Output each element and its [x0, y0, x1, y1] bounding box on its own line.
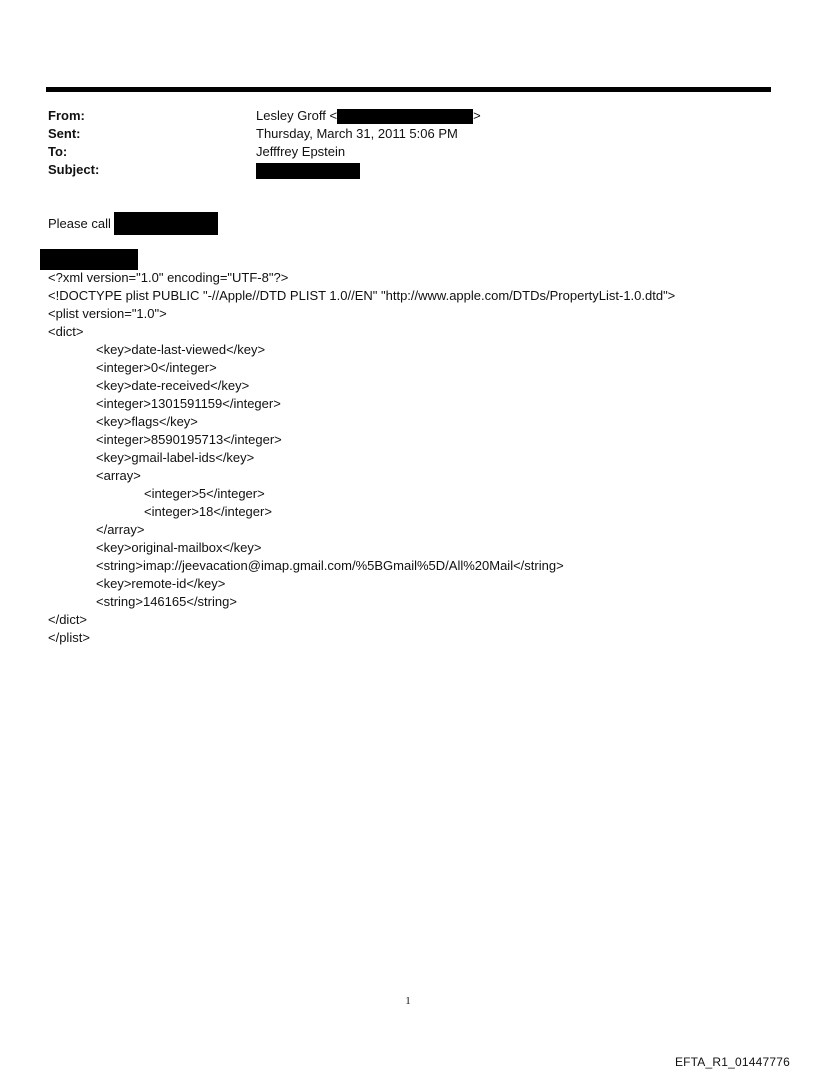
from-row: [48, 107, 748, 125]
plist-line: <integer>1301591159</integer>: [96, 396, 281, 411]
plist-line: <plist version="1.0">: [48, 306, 167, 321]
from-value: [256, 107, 481, 125]
plist-line: <string>146165</string>: [96, 594, 237, 609]
subject-row: [48, 161, 748, 179]
sender-email-close: >: [473, 108, 481, 123]
plist-line: </array>: [96, 522, 145, 537]
to-row: [48, 143, 748, 161]
plist-line: <?xml version="1.0" encoding="UTF-8"?>: [48, 270, 289, 285]
sent-row: [48, 125, 748, 143]
plist-line: </plist>: [48, 630, 90, 645]
plist-line: <string>imap://jeevacation@imap.gmail.com/%5BGmail%5D/All%20Mail</string>: [96, 558, 564, 573]
plist-line: <integer>8590195713</integer>: [96, 432, 282, 447]
bates-number: EFTA_R1_01447776: [674, 1055, 790, 1069]
plist-line: <dict>: [48, 324, 84, 339]
plist-line: <key>gmail-label-ids</key>: [96, 450, 255, 465]
to-value: Jefffrey Epstein: [256, 144, 346, 159]
plist-line: <integer>18</integer>: [144, 504, 272, 519]
message-body: [48, 215, 111, 233]
plist-attachment: [48, 269, 675, 647]
plist-line: <!DOCTYPE plist PUBLIC "-//Apple//DTD PLIST 1.0//EN" "http://www.apple.com/DTDs/PropertyList-1.0.dtd">: [48, 288, 676, 303]
plist-line: </dict>: [48, 612, 88, 627]
plist-line: <key>remote-id</key>: [96, 576, 226, 591]
sent-label: Sent:: [48, 126, 81, 141]
subject-value: [256, 161, 360, 179]
plist-line: <key>flags</key>: [96, 414, 198, 429]
sent-value: Thursday, March 31, 2011 5:06 PM: [256, 126, 458, 141]
redacted-block: [40, 249, 138, 270]
page-number: 1: [405, 995, 411, 1007]
redacted-sender-email: [337, 109, 473, 124]
to-label: To:: [48, 144, 68, 159]
message-text: Please call: [48, 216, 111, 231]
plist-line: <key>original-mailbox</key>: [96, 540, 262, 555]
header-divider: [46, 87, 771, 92]
subject-label: Subject:: [48, 162, 100, 177]
plist-line: <integer>5</integer>: [144, 486, 265, 501]
plist-line: <array>: [96, 468, 141, 483]
plist-line: <key>date-received</key>: [96, 378, 250, 393]
from-label: From:: [48, 108, 85, 123]
plist-line: <integer>0</integer>: [96, 360, 217, 375]
redacted-subject: [256, 163, 360, 179]
sender-name: Lesley Groff <: [256, 108, 338, 123]
plist-line: <key>date-last-viewed</key>: [96, 342, 266, 357]
redacted-phone: [114, 212, 218, 235]
